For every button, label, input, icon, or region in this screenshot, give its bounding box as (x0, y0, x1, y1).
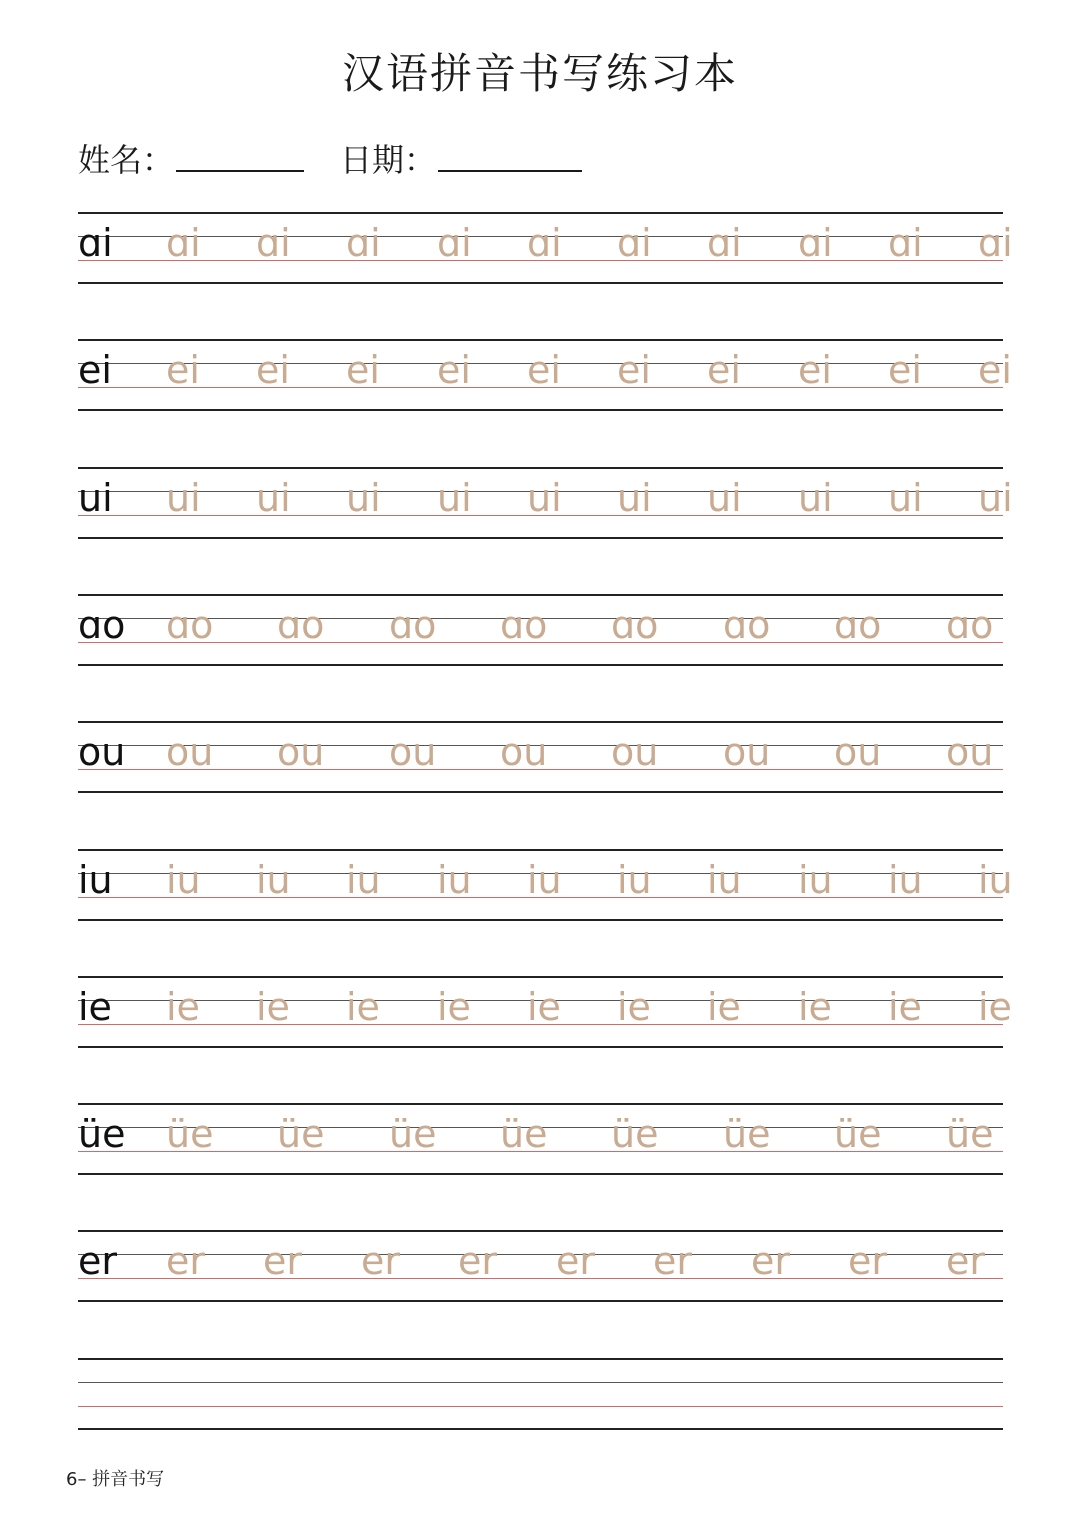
trace-syllable: üe (723, 1112, 771, 1156)
trace-syllable: iu (798, 858, 833, 902)
writing-grid[interactable] (78, 1358, 1003, 1430)
trace-syllable: ɑi (617, 221, 652, 265)
trace-syllable: iu (888, 858, 923, 902)
trace-syllable: ɑi (437, 221, 472, 265)
trace-syllable: ui (256, 476, 291, 520)
date-blank-line[interactable] (438, 170, 582, 172)
trace-syllable: ɑo (834, 603, 882, 647)
trace-syllable: ie (527, 985, 561, 1029)
grid-line-bottom (78, 791, 1003, 793)
trace-syllable: er (653, 1239, 693, 1283)
model-syllable: ou (78, 730, 126, 774)
trace-row (78, 730, 1003, 774)
trace-syllable: er (458, 1239, 498, 1283)
name-blank-line[interactable] (176, 170, 304, 172)
trace-syllable: üe (166, 1112, 214, 1156)
grid-line-bottom (78, 1046, 1003, 1048)
trace-syllable: ei (166, 348, 200, 392)
writing-grid[interactable] (78, 976, 1012, 1048)
trace-syllable: er (946, 1239, 986, 1283)
trace-syllable: ie (437, 985, 471, 1029)
grid-line-top (78, 849, 1003, 851)
trace-syllable: er (263, 1239, 303, 1283)
grid-line-bottom (78, 1173, 1003, 1175)
trace-syllable: er (556, 1239, 596, 1283)
writing-grid[interactable] (78, 1230, 1003, 1302)
trace-syllable: ui (166, 476, 201, 520)
trace-syllable: ui (527, 476, 562, 520)
writing-grid[interactable] (78, 1103, 1003, 1175)
trace-syllable: iu (437, 858, 472, 902)
trace-syllable: er (751, 1239, 791, 1283)
trace-syllable: iu (346, 858, 381, 902)
model-syllable: ui (78, 476, 113, 520)
trace-syllable: ou (166, 730, 214, 774)
trace-syllable: ɑi (527, 221, 562, 265)
trace-syllable: iu (617, 858, 652, 902)
trace-syllable: ɑo (389, 603, 437, 647)
trace-syllable: ei (617, 348, 651, 392)
trace-syllable: iu (527, 858, 562, 902)
trace-syllable: ɑo (611, 603, 659, 647)
trace-row (78, 858, 1013, 902)
trace-syllable: ei (256, 348, 290, 392)
trace-syllable: ei (798, 348, 832, 392)
trace-syllable: iu (707, 858, 742, 902)
trace-syllable: er (848, 1239, 888, 1283)
writing-grid[interactable] (78, 339, 1012, 411)
model-syllable: ei (78, 348, 112, 392)
date-label: 日期： (340, 141, 437, 179)
model-syllable: ɑo (78, 603, 126, 647)
trace-syllable: ei (888, 348, 922, 392)
grid-line-bottom (78, 1428, 1003, 1430)
writing-grid[interactable] (78, 721, 1003, 793)
trace-row (78, 1239, 1003, 1283)
trace-syllable: ui (888, 476, 923, 520)
trace-syllable: ui (617, 476, 652, 520)
trace-syllable: ɑi (256, 221, 291, 265)
trace-syllable: ui (978, 476, 1013, 520)
page-footer: 6– 拼音书写 (66, 1469, 165, 1490)
trace-syllable: ei (978, 348, 1012, 392)
trace-syllable: ui (707, 476, 742, 520)
grid-line-top (78, 339, 1003, 341)
trace-syllable: üe (500, 1112, 548, 1156)
writing-grid[interactable] (78, 212, 1013, 284)
trace-syllable: üe (946, 1112, 994, 1156)
model-syllable: üe (78, 1112, 126, 1156)
trace-syllable: iu (166, 858, 201, 902)
grid-line-top (78, 1230, 1003, 1232)
trace-syllable: ou (946, 730, 994, 774)
trace-row (78, 348, 1012, 392)
trace-syllable: üe (834, 1112, 882, 1156)
trace-syllable: ei (707, 348, 741, 392)
trace-syllable: iu (978, 858, 1013, 902)
trace-syllable: iu (256, 858, 291, 902)
grid-line-bottom (78, 919, 1003, 921)
trace-syllable: ie (888, 985, 922, 1029)
model-syllable: iu (78, 858, 113, 902)
grid-line-base (78, 1406, 1003, 1407)
grid-line-bottom (78, 537, 1003, 539)
grid-line-bottom (78, 409, 1003, 411)
trace-syllable: ie (256, 985, 290, 1029)
writing-grid[interactable] (78, 467, 1013, 539)
model-syllable: ɑi (78, 221, 113, 265)
trace-syllable: ɑi (166, 221, 201, 265)
trace-syllable: ou (277, 730, 325, 774)
grid-line-top (78, 467, 1003, 469)
grid-line-bottom (78, 664, 1003, 666)
trace-syllable: üe (389, 1112, 437, 1156)
model-syllable: ie (78, 985, 112, 1029)
trace-syllable: ou (389, 730, 437, 774)
trace-syllable: ɑo (946, 603, 994, 647)
trace-syllable: ɑi (978, 221, 1013, 265)
name-label: 姓名： (78, 141, 175, 179)
trace-syllable: ie (798, 985, 832, 1029)
trace-syllable: ou (500, 730, 548, 774)
trace-syllable: ɑo (166, 603, 214, 647)
model-syllable: er (78, 1239, 118, 1283)
trace-syllable: er (361, 1239, 401, 1283)
page-title: 汉语拼音书写练习本 (341, 49, 738, 98)
writing-grid[interactable] (78, 594, 1003, 666)
trace-syllable: ui (798, 476, 833, 520)
trace-syllable: ie (707, 985, 741, 1029)
trace-syllable: ei (527, 348, 561, 392)
trace-syllable: ei (346, 348, 380, 392)
trace-row (78, 1112, 1003, 1156)
trace-syllable: ɑi (707, 221, 742, 265)
trace-syllable: ɑo (500, 603, 548, 647)
trace-syllable: ou (611, 730, 659, 774)
trace-syllable: ie (617, 985, 651, 1029)
trace-syllable: ui (346, 476, 381, 520)
grid-line-top (78, 212, 1003, 214)
trace-syllable: ɑi (888, 221, 923, 265)
grid-line-top (78, 1358, 1003, 1360)
grid-line-bottom (78, 1300, 1003, 1302)
trace-syllable: ɑo (723, 603, 771, 647)
grid-line-mid (78, 1382, 1003, 1383)
trace-syllable: ɑi (346, 221, 381, 265)
grid-line-top (78, 1103, 1003, 1105)
trace-syllable: üe (277, 1112, 325, 1156)
trace-syllable: üe (611, 1112, 659, 1156)
trace-syllable: ou (834, 730, 882, 774)
trace-row (78, 221, 1013, 265)
trace-syllable: ɑo (277, 603, 325, 647)
trace-syllable: ou (723, 730, 771, 774)
trace-syllable: ei (437, 348, 471, 392)
grid-line-top (78, 976, 1003, 978)
trace-syllable: ie (346, 985, 380, 1029)
writing-grid[interactable] (78, 849, 1013, 921)
trace-row (78, 985, 1012, 1029)
trace-row (78, 476, 1013, 520)
trace-syllable: ɑi (798, 221, 833, 265)
grid-line-top (78, 721, 1003, 723)
trace-syllable: ui (437, 476, 472, 520)
trace-syllable: er (166, 1239, 206, 1283)
trace-row (78, 603, 1003, 647)
trace-syllable: ie (978, 985, 1012, 1029)
grid-line-bottom (78, 282, 1003, 284)
grid-line-top (78, 594, 1003, 596)
trace-syllable: ie (166, 985, 200, 1029)
